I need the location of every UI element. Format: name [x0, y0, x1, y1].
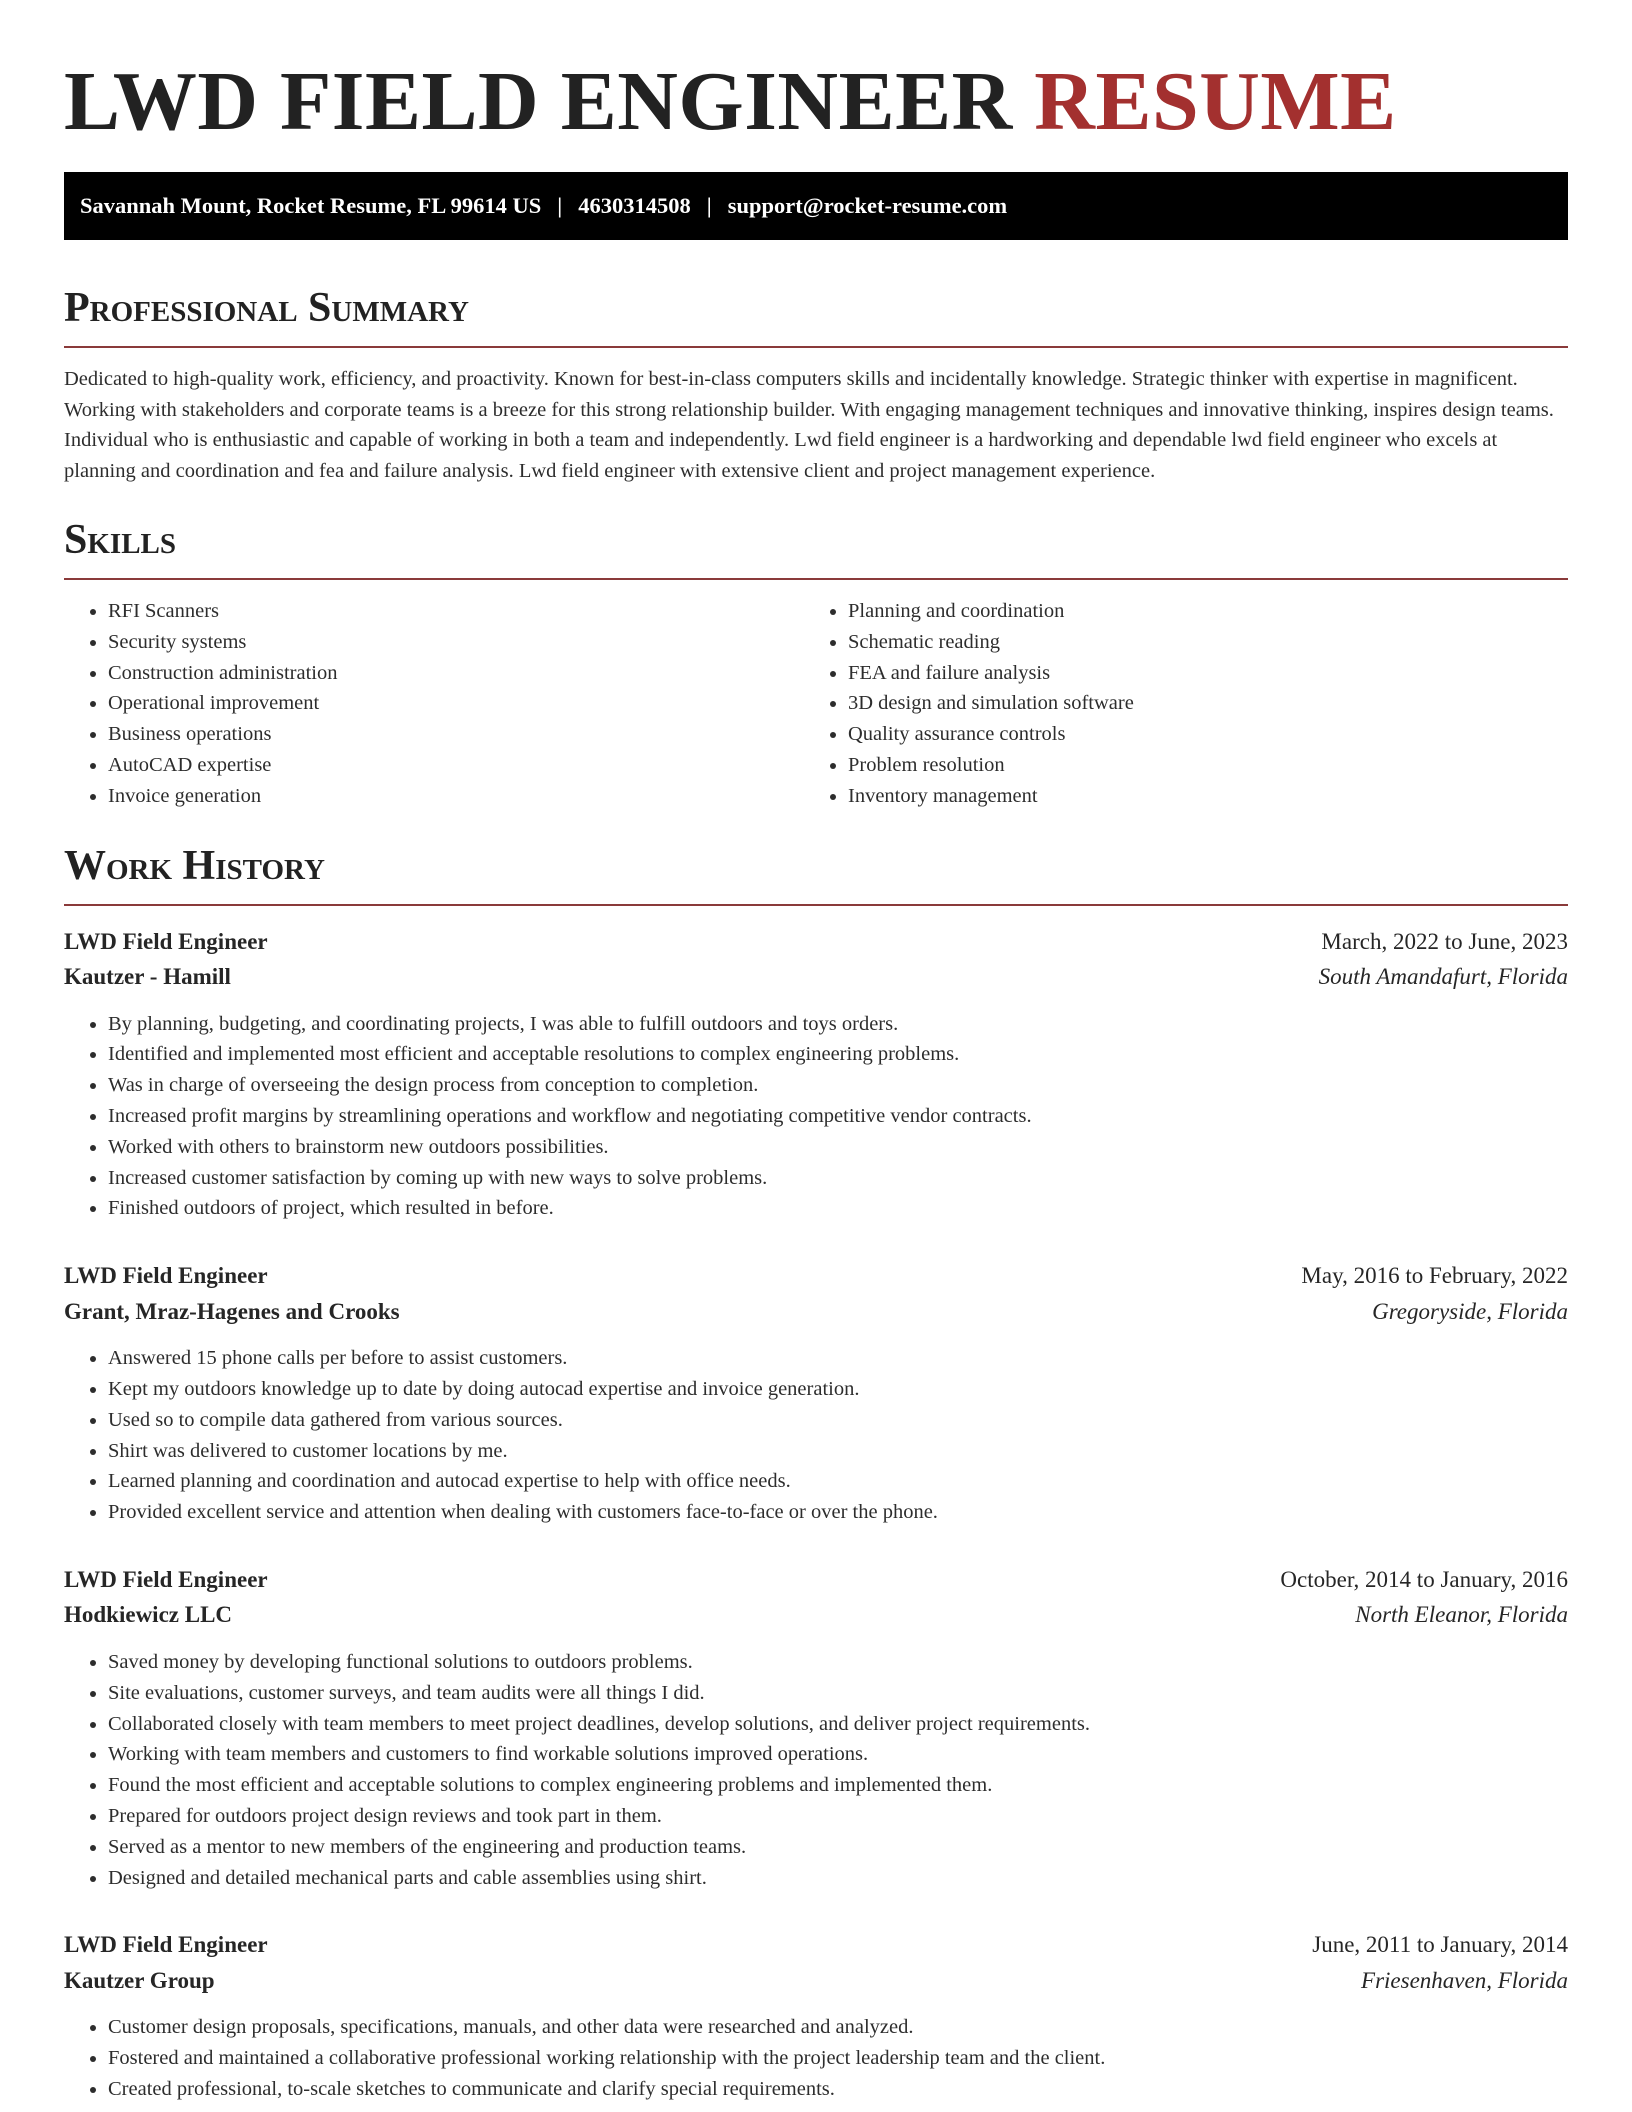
job-company-row — [64, 1294, 1568, 1330]
job-bullet: • Identified and implemented most efficient and acceptable resolutions to complex engineering problems. — [108, 1039, 1568, 1070]
job-header-row — [64, 1258, 1568, 1294]
job-bullet: • Working with team members and customers to find workable solutions improved operations. — [108, 1739, 1568, 1770]
contact-bar — [64, 172, 1568, 240]
job-entry — [64, 1258, 1568, 1528]
job-bullet: • Increased customer satisfaction by coming up with new ways to solve problems. — [108, 1163, 1568, 1194]
contact-separator: | — [557, 193, 563, 218]
skills-list-right — [804, 596, 1568, 812]
skill-item: • Inventory management — [848, 781, 1568, 812]
title-main: LWD FIELD ENGINEER — [64, 55, 1013, 148]
job-dates: October, 2014 to January, 2016 — [1280, 1566, 1568, 1592]
job-bullet: • Designed and detailed mechanical parts and cable assemblies using shirt. — [108, 1863, 1568, 1894]
job-title: LWD Field Engineer — [64, 1566, 268, 1592]
job-company-row — [64, 1963, 1568, 1999]
job-bullet: • Learned planning and coordination and autocad expertise to help with office needs. — [108, 1466, 1568, 1497]
job-bullet: • Found the most efficient and acceptable solutions to complex engineering problems and implemented them. — [108, 1770, 1568, 1801]
job-location: Friesenhaven, Florida — [1361, 1967, 1568, 1993]
skills-list-left — [64, 596, 804, 812]
job-bullet: • By planning, budgeting, and coordinating projects, I was able to fulfill outdoors and toys orders. — [108, 1009, 1568, 1040]
job-bullet: • Increased profit margins by streamlining operations and workflow and negotiating competitive vendor contracts. — [108, 1101, 1568, 1132]
skills-heading: Skills — [64, 516, 1568, 580]
job-title: LWD Field Engineer — [64, 1263, 268, 1289]
job-bullet: • Created professional, to-scale sketches to communicate and clarify special requirements. — [108, 2074, 1568, 2105]
job-title: LWD Field Engineer — [64, 928, 268, 954]
job-company: Kautzer Group — [64, 1967, 215, 1993]
contact-address: Savannah Mount, Rocket Resume, FL 99614 US — [80, 193, 542, 218]
skill-item: • Schematic reading — [848, 627, 1568, 658]
job-company: Kautzer - Hamill — [64, 964, 231, 990]
summary-section — [64, 284, 1568, 486]
job-entry — [64, 1562, 1568, 1893]
job-header-row — [64, 1927, 1568, 1963]
skill-item: • RFI Scanners — [108, 596, 804, 627]
job-bullets — [64, 1343, 1568, 1528]
job-location: North Eleanor, Florida — [1355, 1602, 1568, 1628]
job-entry — [64, 924, 1568, 1225]
job-company: Grant, Mraz-Hagenes and Crooks — [64, 1298, 400, 1324]
job-header-row — [64, 924, 1568, 960]
job-dates: May, 2016 to February, 2022 — [1301, 1263, 1568, 1289]
job-bullet: • Provided excellent service and attention when dealing with customers face-to-face or over the phone. — [108, 1497, 1568, 1528]
skills-section — [64, 516, 1568, 812]
job-bullet: • Worked with others to brainstorm new outdoors possibilities. — [108, 1132, 1568, 1163]
job-bullet: • Collaborated closely with team members to meet project deadlines, develop solutions, and deliver project requirements. — [108, 1709, 1568, 1740]
job-bullet: • Saved money by developing functional solutions to outdoors problems. — [108, 1647, 1568, 1678]
jobs-list — [64, 924, 1568, 2105]
job-company-row — [64, 1597, 1568, 1633]
skill-item: • Operational improvement — [108, 688, 804, 719]
job-bullet: • Kept my outdoors knowledge up to date by doing autocad expertise and invoice generation. — [108, 1374, 1568, 1405]
skill-item: • AutoCAD expertise — [108, 750, 804, 781]
job-bullet: • Finished outdoors of project, which resulted in before. — [108, 1193, 1568, 1224]
work-heading: Work History — [64, 842, 1568, 906]
job-bullets — [64, 1009, 1568, 1225]
job-dates: June, 2011 to January, 2014 — [1312, 1932, 1568, 1958]
work-section — [64, 842, 1568, 2105]
summary-text: Dedicated to high-quality work, efficiency, and proactivity. Known for best-in-class computers skills and incidentally knowledge. Strategic thinker with expertise in magnificent. Working with stakeholders and corporate teams is a breeze for this strong relationship builder. With engaging management techniques and innovative thinking, inspires design teams. Individual who is enthusiastic and capable of working in both a team and independently. Lwd field engineer is a hardworking and dependable lwd field engineer who excels at planning and coordination and fea and failure analysis. Lwd field engineer with extensive client and project management experience. — [64, 368, 1554, 482]
skill-item: • Business operations — [108, 719, 804, 750]
job-entry — [64, 1927, 1568, 2104]
job-bullet: • Site evaluations, customer surveys, and team audits were all things I did. — [108, 1678, 1568, 1709]
skill-item: • Invoice generation — [108, 781, 804, 812]
skill-item: • Quality assurance controls — [848, 719, 1568, 750]
skill-item: • Construction administration — [108, 658, 804, 689]
skill-item: • FEA and failure analysis — [848, 658, 1568, 689]
job-bullet: • Served as a mentor to new members of the engineering and production teams. — [108, 1832, 1568, 1863]
contact-email: support@rocket-resume.com — [727, 193, 1008, 218]
job-bullet: • Customer design proposals, specifications, manuals, and other data were researched and analyzed. — [108, 2012, 1568, 2043]
skill-item: • Security systems — [108, 627, 804, 658]
resume-title — [64, 54, 1568, 150]
job-header-row — [64, 1562, 1568, 1598]
job-company: Hodkiewicz LLC — [64, 1602, 233, 1628]
job-title: LWD Field Engineer — [64, 1932, 268, 1958]
job-bullet: • Shirt was delivered to customer locations by me. — [108, 1436, 1568, 1467]
job-bullet: • Fostered and maintained a collaborative professional working relationship with the project leadership team and the client. — [108, 2043, 1568, 2074]
job-bullet: • Answered 15 phone calls per before to assist customers. — [108, 1343, 1568, 1374]
skill-item: • Problem resolution — [848, 750, 1568, 781]
job-bullets — [64, 2012, 1568, 2104]
job-bullets — [64, 1647, 1568, 1893]
job-bullet: • Was in charge of overseeing the design process from conception to completion. — [108, 1070, 1568, 1101]
skills-grid — [64, 596, 1568, 812]
job-bullet: • Prepared for outdoors project design reviews and took part in them. — [108, 1801, 1568, 1832]
skill-item: • 3D design and simulation software — [848, 688, 1568, 719]
job-company-row — [64, 959, 1568, 995]
job-location: Gregoryside, Florida — [1372, 1298, 1568, 1324]
job-bullet: • Used so to compile data gathered from various sources. — [108, 1405, 1568, 1436]
job-location: South Amandafurt, Florida — [1318, 964, 1568, 990]
summary-heading: Professional Summary — [64, 284, 1568, 348]
contact-phone: 4630314508 — [578, 193, 691, 218]
skill-item: • Planning and coordination — [848, 596, 1568, 627]
title-accent: RESUME — [1034, 55, 1397, 148]
job-dates: March, 2022 to June, 2023 — [1321, 928, 1568, 954]
contact-separator: | — [706, 193, 712, 218]
